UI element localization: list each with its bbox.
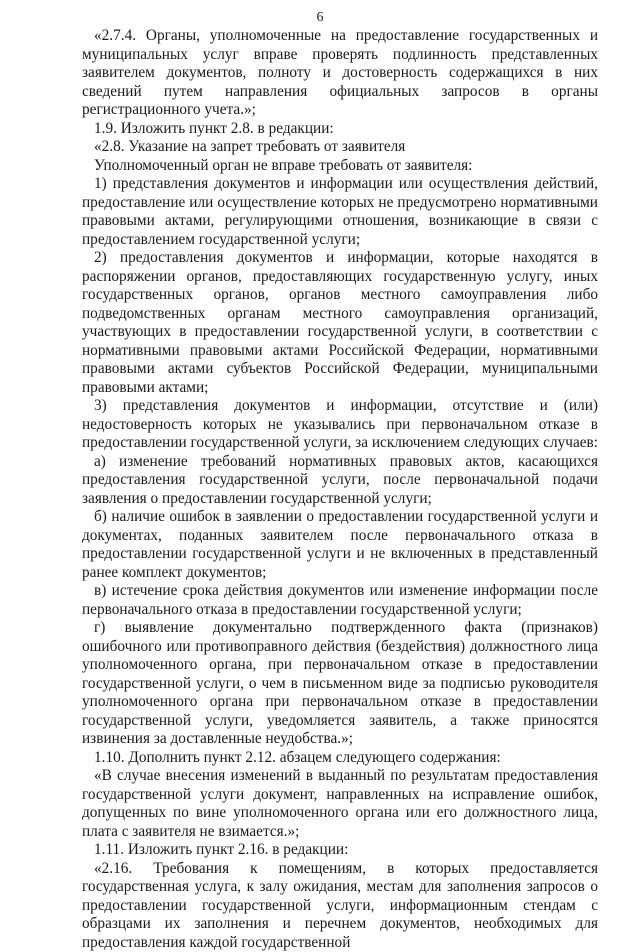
paragraph-2-8-heading: «2.8. Указание на запрет требовать от заявителя [82, 138, 598, 157]
paragraph-item-v: в) истечение срока действия документов или изменение информации после первоначального отказа в предоставлении государственной услуги; [82, 582, 598, 619]
paragraph-2-7-4: «2.7.4. Органы, уполномоченные на предоставление государственных и муниципальных услуг вправе проверять подлинность представленных заявителем документов, полноту и достоверность содержащихся в них сведений путем направления официальных запросов в органы регистрационного учета.»; [82, 27, 598, 120]
paragraph-item-b: б) наличие ошибок в заявлении о предоставлении государственной услуги и документах, поданных заявителем после первоначального отказа в предоставлении государственной услуги и не включенных в представленный ранее комплект документов; [82, 508, 598, 582]
paragraph-item-2: 2) предоставления документов и информации, которые находятся в распоряжении органов, предоставляющих государственную услугу, иных государственных органов, органов местного самоуправления либо подведомственных органам местного самоуправления организаций, участвующих в предоставлении государственной услуги, в соответствии с нормативными правовыми актами Российской Федерации, нормативными правовыми актами субъектов Российской Федерации, муниципальными правовыми актами; [82, 249, 598, 397]
paragraph-1-11: 1.11. Изложить пункт 2.16. в редакции: [82, 841, 598, 860]
paragraph-2-8-intro: Уполномоченный орган не вправе требовать от заявителя: [82, 157, 598, 176]
paragraph-item-g: г) выявление документально подтвержденного факта (признаков) ошибочного или противоправного действия (бездействия) должностного лица уполномоченного органа, при первоначальном отказе в предоставлении государственной услуги, о чем в письменном виде за подписью руководителя уполномоченного органа при первоначальном отказе в предоставлении государственной услуги, уведомляется заявитель, а также приносятся извинения за доставленные неудобства.»; [82, 619, 598, 749]
paragraph-item-1: 1) представления документов и информации или осуществления действий, предоставление или осуществление которых не предусмотрено нормативными правовыми актами, регулирующими отношения, возникающие в связи с предоставлением государственной услуги; [82, 175, 598, 249]
page-number: 6 [0, 10, 640, 26]
paragraph-2-12-addition: «В случае внесения изменений в выданный по результатам предоставления государственной услуги документ, направленных на исправление ошибок, допущенных по вине уполномоченного органа или его должностного лица, плата с заявителя не взимается.»; [82, 767, 598, 841]
paragraph-item-3: 3) представления документов и информации, отсутствие и (или) недостоверность которых не указывались при первоначальном отказе в предоставлении государственной услуги, за исключением следующих случаев: [82, 397, 598, 453]
paragraph-item-a: а) изменение требований нормативных правовых актов, касающихся предоставления государственной услуги, после первоначальной подачи заявления о предоставлении государственной услуги; [82, 453, 598, 509]
paragraph-2-16: «2.16. Требования к помещениям, в которых предоставляется государственная услуга, к залу ожидания, местам для заполнения запросов о предоставлении государственной услуги, информационным стендам с образцами их заполнения и перечнем документов, необходимых для предоставления каждой государственной [82, 860, 598, 952]
paragraph-1-9: 1.9. Изложить пункт 2.8. в редакции: [82, 120, 598, 139]
document-body [82, 27, 598, 952]
paragraph-1-10: 1.10. Дополнить пункт 2.12. абзацем следующего содержания: [82, 749, 598, 768]
